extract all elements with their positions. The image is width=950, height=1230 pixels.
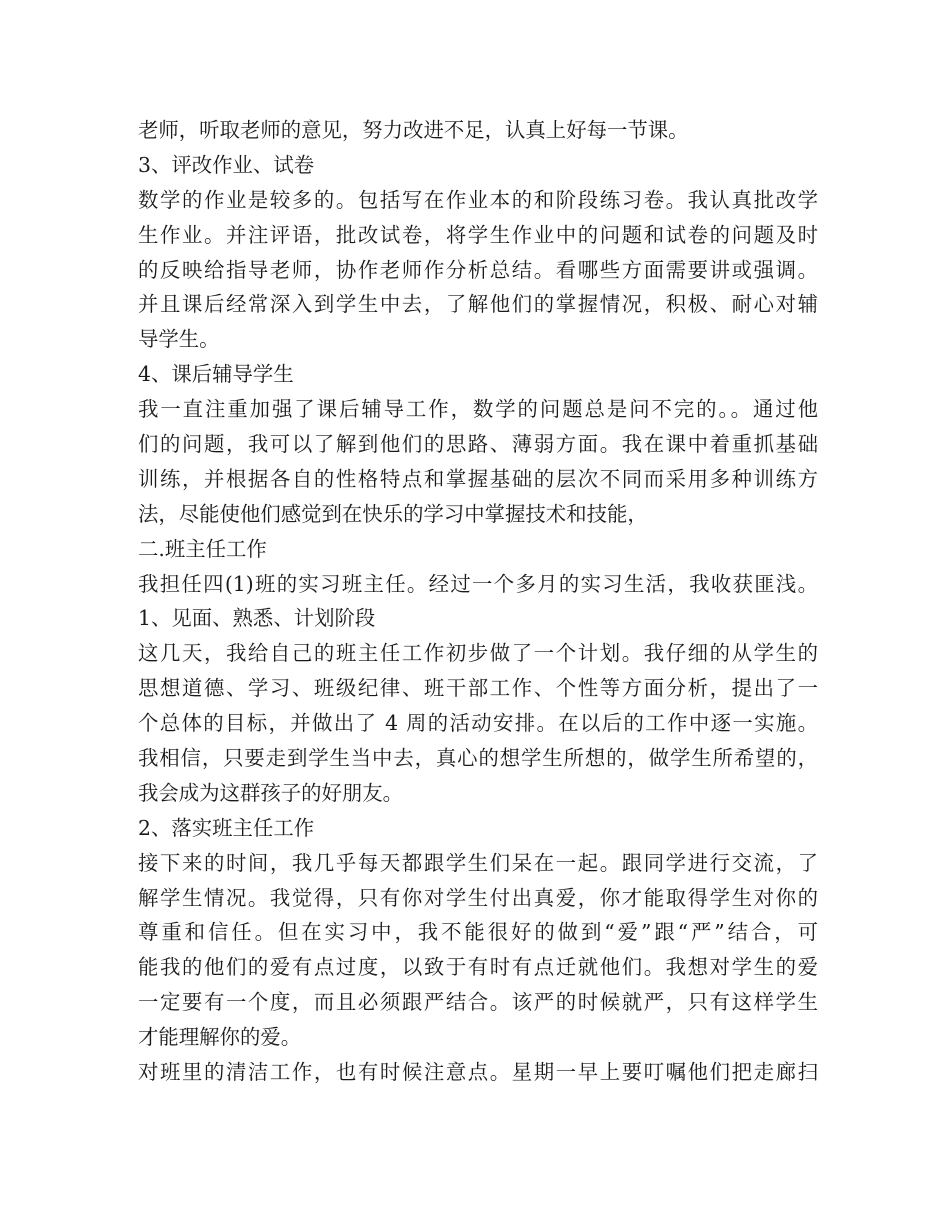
text-line: 我一直注重加强了课后辅导工作，数学的问题总是问不完的。。通过他 xyxy=(138,397,818,422)
text-line: 一定要有一个度，而且必须跟严结合。该严的时候就严，只有这样学生 xyxy=(138,990,818,1015)
text-line: 我相信，只要走到学生当中去，真心的想学生所想的，做学生所希望的， xyxy=(138,746,818,771)
text-line: 2、落实班主任工作 xyxy=(138,815,315,840)
text-line: 才能理解你的爱。 xyxy=(138,1025,302,1050)
text-line: 老师，听取老师的意见，努力改进不足，认真上好每一节课。 xyxy=(138,118,689,142)
text-line: 我担任四(1)班的实习班主任。经过一个多月的实习生活，我收获匪浅。 xyxy=(138,571,818,596)
text-line: 1、见面、熟悉、计划阶段 xyxy=(138,606,376,631)
text-line: 对班里的清洁工作，也有时候注意点。星期一早上要叮嘱他们把走廊扫 xyxy=(138,1060,818,1085)
text-line: 个总体的目标，并做出了 4 周的活动安排。在以后的工作中逐一实施。 xyxy=(138,711,818,736)
text-line: 这几天，我给自己的班主任工作初步做了一个计划。我仔细的从学生的 xyxy=(138,641,818,666)
text-line: 训练，并根据各自的性格特点和掌握基础的层次不同而采用多种训练方 xyxy=(138,466,818,491)
text-line: 导学生。 xyxy=(138,327,220,352)
document-page xyxy=(138,113,818,1090)
text-line: 4、课后辅导学生 xyxy=(138,362,294,387)
text-line: 解学生情况。我觉得，只有你对学生付出真爱，你才能取得学生对你的 xyxy=(138,885,818,910)
text-line: 数学的作业是较多的。包括写在作业本的和阶段练习卷。我认真批改学 xyxy=(138,187,818,212)
text-line: 二.班主任工作 xyxy=(138,536,267,561)
text-line: 思想道德、学习、班级纪律、班干部工作、个性等方面分析，提出了一 xyxy=(138,676,818,701)
text-line: 法，尽能使他们感觉到在快乐的学习中掌握技术和技能， xyxy=(138,501,648,526)
text-line: 生作业。并注评语，批改试卷，将学生作业中的问题和试卷的问题及时 xyxy=(138,222,818,247)
text-line: 并且课后经常深入到学生中去，了解他们的掌握情况，积极、耐心对辅 xyxy=(138,292,818,317)
text-line: 尊重和信任。但在实习中，我不能很好的做到“爱”跟“严”结合，可 xyxy=(138,920,818,945)
text-line: 们的问题，我可以了解到他们的思路、薄弱方面。我在课中着重抓基础 xyxy=(138,432,818,457)
text-line: 接下来的时间，我几乎每天都跟学生们呆在一起。跟同学进行交流，了 xyxy=(138,850,818,875)
text-line: 3、评改作业、试卷 xyxy=(138,152,315,177)
text-line: 我会成为这群孩子的好朋友。 xyxy=(138,780,404,805)
text-line: 能我的他们的爱有点过度，以致于有时有点迁就他们。我想对学生的爱 xyxy=(138,955,818,980)
text-line: 的反映给指导老师，协作老师作分析总结。看哪些方面需要讲或强调。 xyxy=(138,257,818,282)
